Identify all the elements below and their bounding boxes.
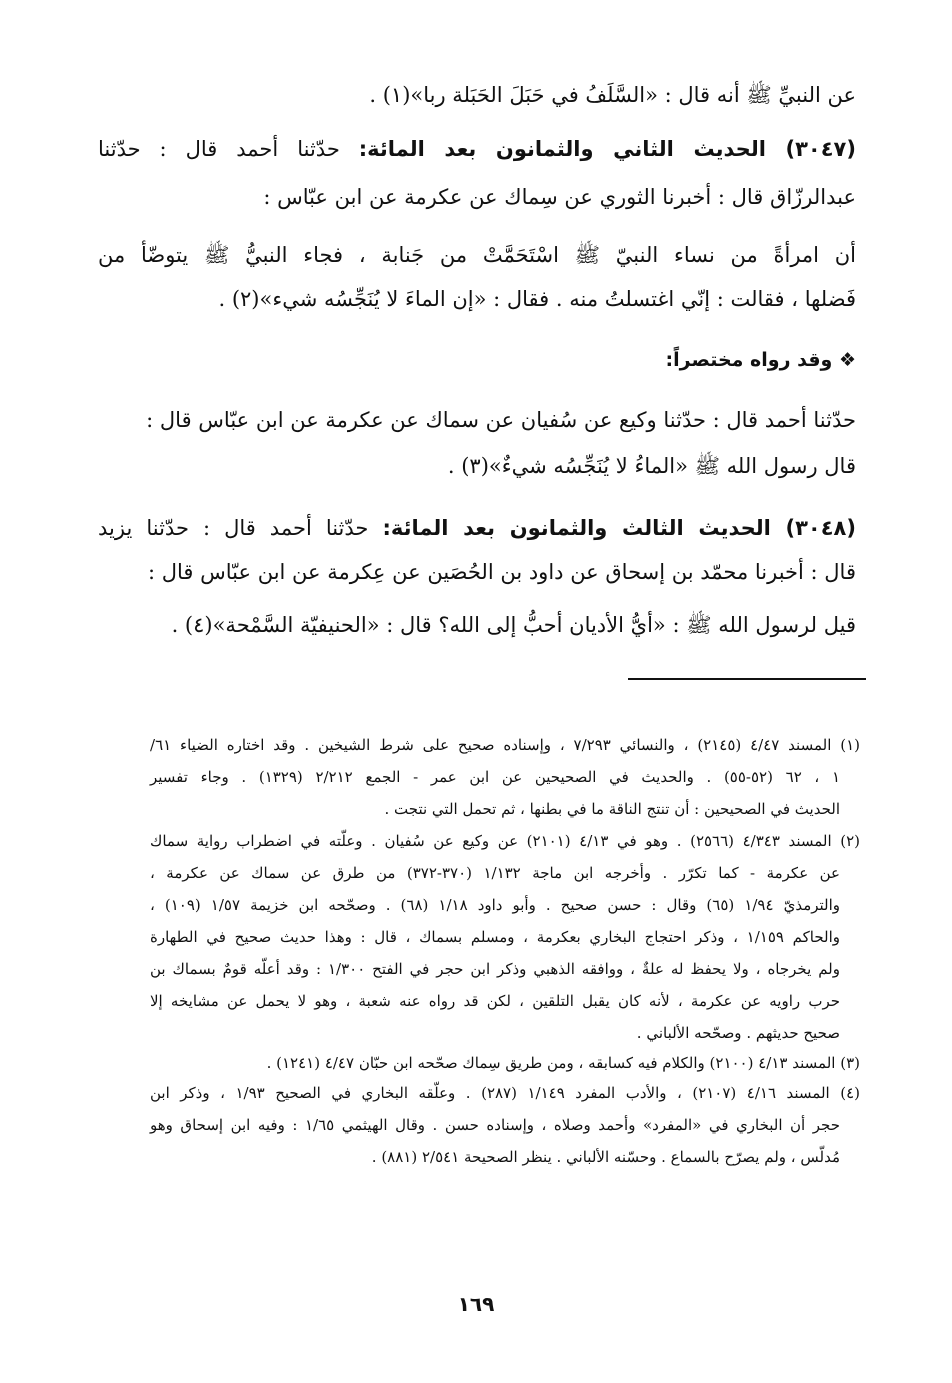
text-line: أن امرأةً من نساء النبيّ ﷺ اسْتَحَمَّتْ من جَنابة ، فجاء النبيُّ ﷺ يتوضّأ من xyxy=(98,243,856,267)
footnote-line: حجر أن البخاري في «المفرد» وأحمد وصلاه ، وإسناده حسن . وقال الهيثمي ١/٦٥ : وفيه ابن إسحاق وهو xyxy=(150,1116,840,1134)
footnote-line: ١ ، ٦٢ (٥٢-٥٥) . والحديث في الصحيحين عن ابن عمر - الجمع ٢/٢١٢ (١٣٢٩) . وجاء تفسير xyxy=(150,768,840,786)
footnote-divider xyxy=(628,678,866,680)
subheading: ❖ وقد رواه مختصراً: xyxy=(665,349,856,371)
text-line: قيل لرسول الله ﷺ : «أيُّ الأديان أحبُّ إلى الله؟ قال : «الحنيفيّة السَّمْحة»(٤) . xyxy=(171,613,856,637)
footnote-line: والترمذيّ ١/٩٤ (٦٥) وقال : حسن صحيح . وأبو داود ١/١٨ (٦٨) . وصحّحه ابن خزيمة ١/٥٧ (١٠٩) ، xyxy=(150,896,841,914)
page-number: ١٦٩ xyxy=(457,1292,495,1316)
text-line: قال : أخبرنا محمّد بن إسحاق عن داود بن الحُصَين عن عِكرمة عن ابن عبّاس قال : xyxy=(148,560,856,584)
footnote-line: حرب راويه عن عكرمة ، لأنه كان يقبل التلقين ، لكن قد رواه عنه شعبة ، وهو لا يحمل عن مشايخه إلا xyxy=(150,992,840,1010)
footnote-line: ولم يخرجاه ، ولا يحفظ له علةٌ ، ووافقه الذهبي وذكر ابن حجر في الفتح ١/٣٠٠ : وقد أعلّه قومٌ بسماك بن xyxy=(150,960,840,978)
footnote-line: والحاكم ١/١٥٩ ، وذكر احتجاج البخاري بعكرمة ، ومسلم بسماك ، قال : وهذا حديث صحيح في الطهارة xyxy=(150,928,840,946)
footnote-line: (٢) المسند ٤/٣٤٣ (٢٥٦٦) . وهو في ٤/١٣ (٢١٠١) عن وكيع عن سُفيان . وعلّته في اضطراب رواية سماك xyxy=(150,832,861,850)
text-line: عن النبيِّ ﷺ أنه قال : «السَّلَفُ في حَبَلَ الحَبَلة ربا»(١) . xyxy=(369,83,856,107)
footnote-line: مُدلّس ، ولم يصرّح بالسماع . وحسّنه الألباني . ينظر الصحيحة ٢/٥٤١ (٨٨١) . xyxy=(371,1148,840,1166)
footnote-line: عن عكرمة - كما تكرّر . وأخرجه ابن ماجة ١/١٣٢ (٣٧٠-٣٧٢) من طرق عن سماك عن عكرمة ، xyxy=(150,864,840,882)
footnote-line: (١) المسند ٤/٤٧ (٢١٤٥) ، والنسائي ٧/٢٩٣ ، وإسناده صحيح على شرط الشيخين . وقد اختاره الضياء ٦١/ xyxy=(150,736,860,754)
hadith-3047-heading xyxy=(98,134,856,164)
text-line: فَضلها ، فقالت : إنّي اغتسلتُ منه . فقال : «إن الماءَ لا يُنَجِّسُه شيء»(٢) . xyxy=(218,287,856,311)
hadith-intro: حدّثنا أحمد قال : حدّثنا يزيد xyxy=(98,516,383,540)
text-line: عبدالرزّاق قال : أخبرنا الثوري عن سِماك عن عكرمة عن ابن عبّاس : xyxy=(263,185,856,209)
hadith-title: (٣٠٤٨) الحديث الثالث والثمانون بعد المائة: xyxy=(382,516,856,540)
footnote-line: (٤) المسند ٤/١٦ (٢١٠٧) ، والأدب المفرد ١/١٤٩ (٢٨٧) . وعلّقه البخاري في الصحيح ١/٩٣ ، وذكر ابن xyxy=(150,1084,860,1102)
hadith-3048-heading xyxy=(98,513,856,543)
hadith-title: (٣٠٤٧) الحديث الثاني والثمانون بعد المائة: xyxy=(358,137,856,161)
text-line: قال رسول الله ﷺ «الماءُ لا يُنَجِّسُه شيءٌ»(٣) . xyxy=(447,454,856,478)
text-line: حدّثنا أحمد قال : حدّثنا وكيع عن سُفيان عن سماك عن عكرمة عن ابن عبّاس قال : xyxy=(146,408,856,432)
hadith-intro: حدّثنا أحمد قال : حدّثنا xyxy=(98,137,359,161)
footnote-line: (٣) المسند ٤/١٣ (٢١٠٠) والكلام فيه كسابقه ، ومن طريق سِماك صحّحه ابن حبّان ٤/٤٧ (١٢٤١) . xyxy=(266,1054,860,1072)
footnote-line: صحيح حديثهم . وصحّحه الألباني . xyxy=(636,1024,840,1042)
footnote-line: الحديث في الصحيحين : أن تنتج الناقة ما في بطنها ، ثم تحمل التي نتجت . xyxy=(384,800,840,818)
